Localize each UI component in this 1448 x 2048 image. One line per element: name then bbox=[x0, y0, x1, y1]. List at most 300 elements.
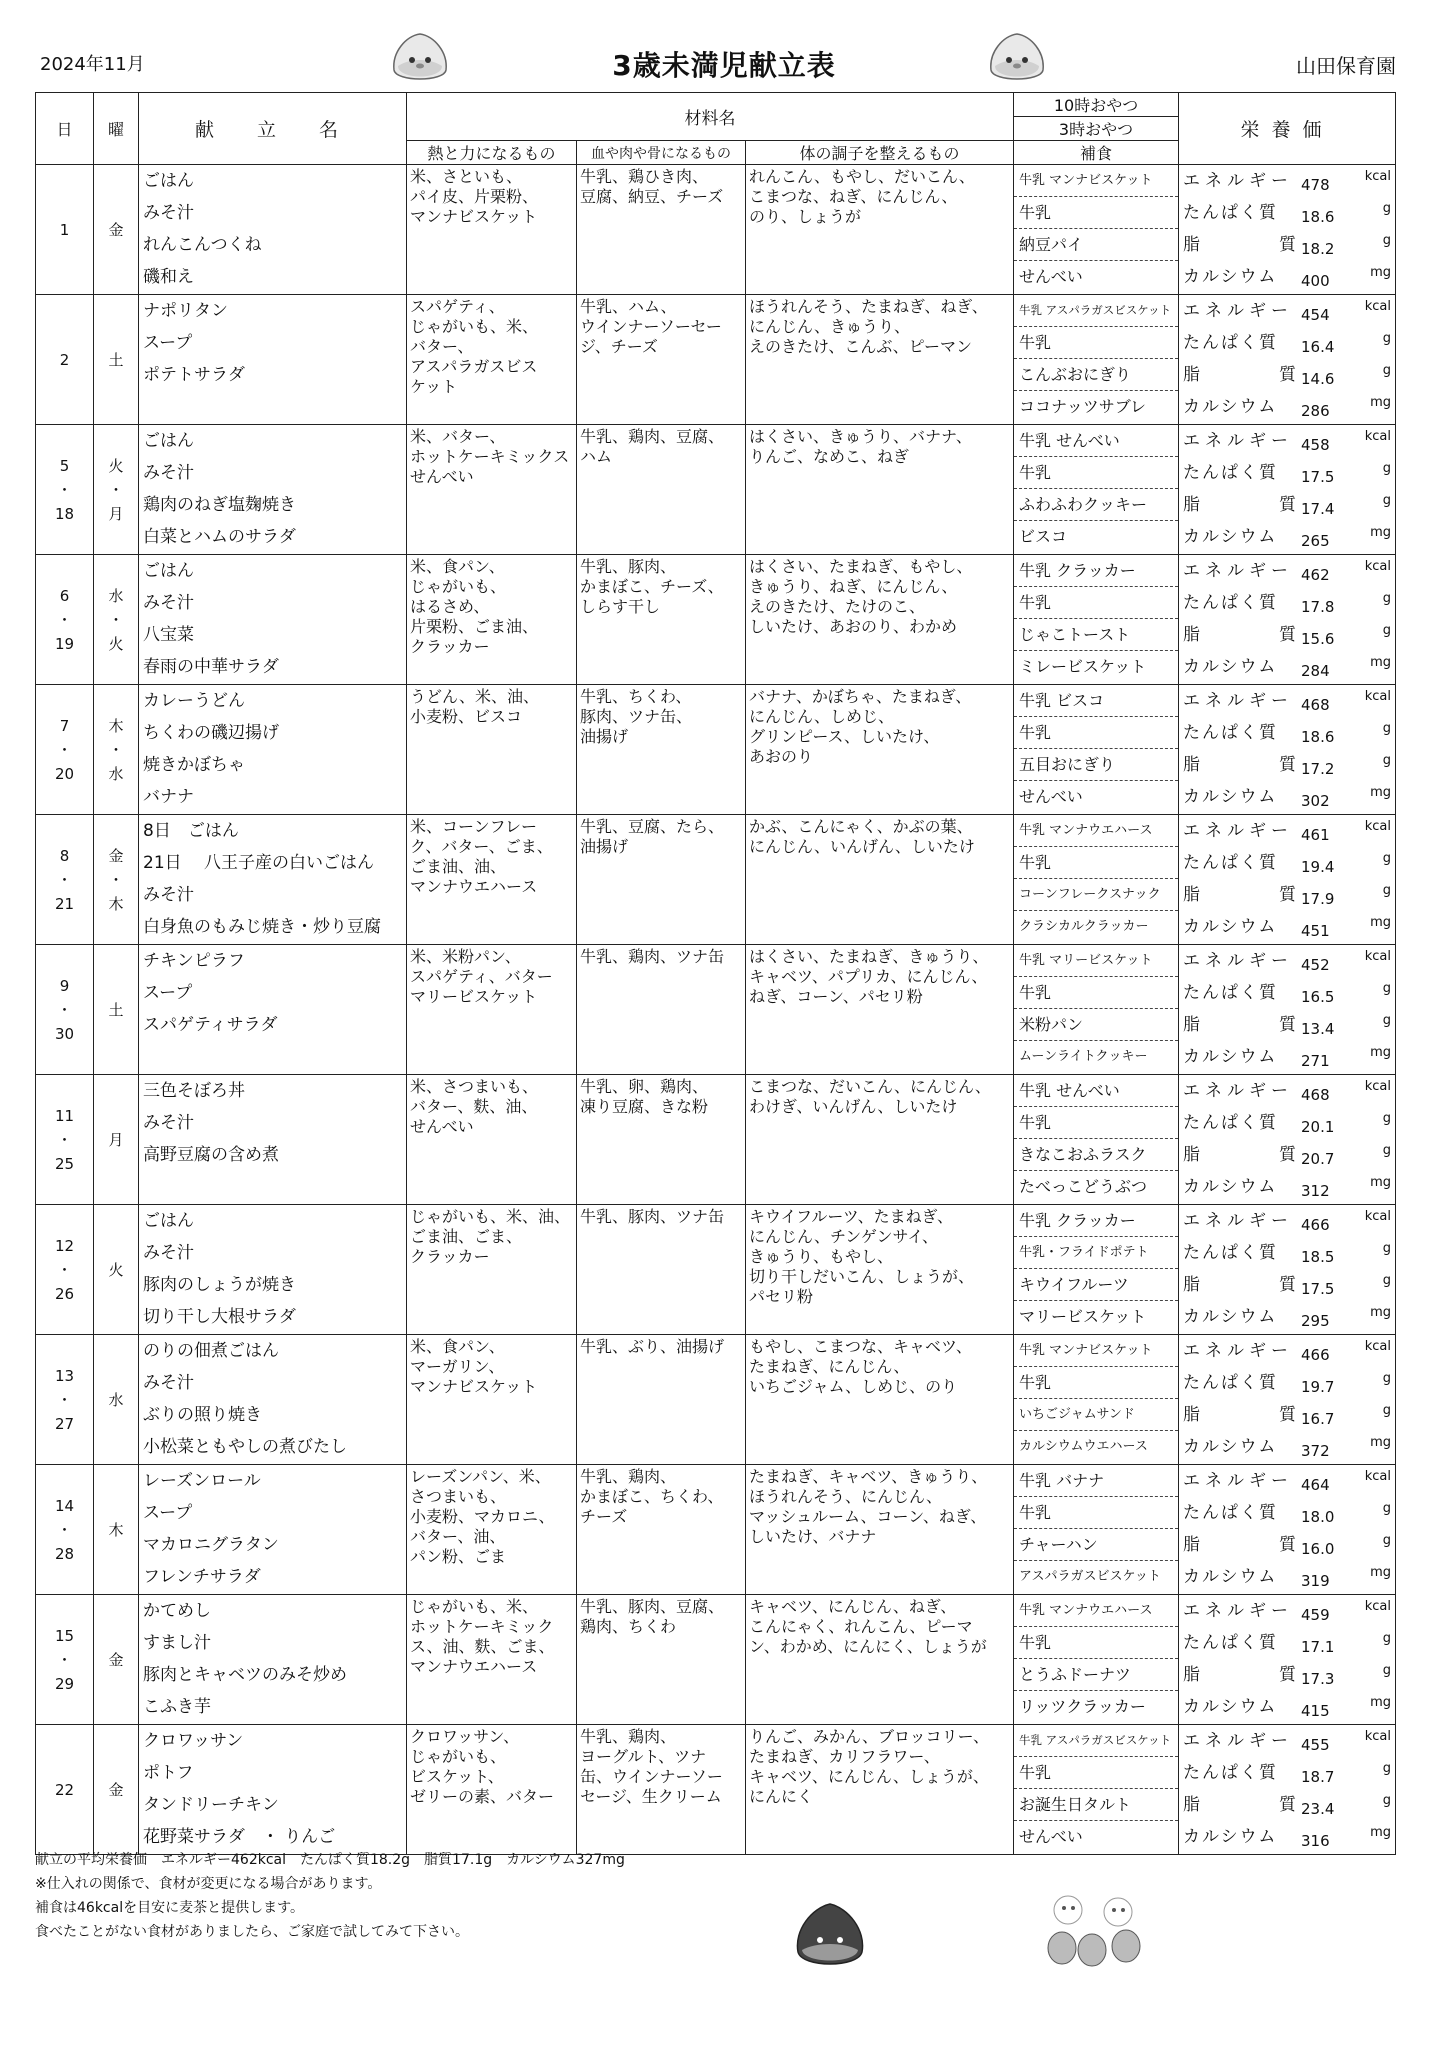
nutrient-unit: g bbox=[1382, 753, 1392, 768]
materials-body-building: 牛乳、豚肉、ツナ缶 bbox=[577, 1205, 746, 1335]
snack-item: 牛乳 bbox=[1014, 327, 1178, 359]
nutrient-label-part: 質 bbox=[1279, 1535, 1297, 1555]
menu-item: すまし汁 bbox=[143, 1633, 211, 1653]
menu-items bbox=[139, 945, 407, 1075]
nutrient-label: エネルギー bbox=[1183, 1731, 1294, 1751]
snack-list bbox=[1014, 1725, 1179, 1855]
nutrient-label: たんぱく質 bbox=[1183, 853, 1279, 873]
nutrition-line bbox=[1179, 879, 1395, 911]
nutrition-line bbox=[1179, 1009, 1395, 1041]
nutrient-value: 17.5 bbox=[1301, 1280, 1335, 1298]
menu-item: 21日 八王子産の白いごはん bbox=[143, 853, 375, 873]
nutrient-unit: kcal bbox=[1364, 1339, 1392, 1354]
snack-list bbox=[1014, 1335, 1179, 1465]
snack-item: 米粉パン bbox=[1014, 1009, 1178, 1041]
snack-item: じゃこトースト bbox=[1014, 619, 1178, 651]
nutrient-label-part: 脂 bbox=[1183, 1145, 1201, 1165]
nutrient-unit: mg bbox=[1370, 1565, 1392, 1580]
header-dow: 曜 bbox=[94, 93, 139, 165]
day-of-week: 月 bbox=[94, 1075, 139, 1205]
nutrient-label bbox=[1183, 749, 1296, 781]
nutrient-unit: kcal bbox=[1364, 949, 1392, 964]
nutrition-line bbox=[1179, 1691, 1395, 1723]
nutrient-label-part: 脂 bbox=[1183, 755, 1201, 775]
snack-list bbox=[1014, 815, 1179, 945]
nutrient-label: カルシウム bbox=[1183, 1307, 1278, 1327]
nutrient-label: たんぱく質 bbox=[1183, 203, 1279, 223]
nutrition-line bbox=[1179, 555, 1395, 587]
nutrient-label: エネルギー bbox=[1183, 951, 1294, 971]
nutrient-unit: mg bbox=[1370, 655, 1392, 670]
snack-list bbox=[1014, 555, 1179, 685]
menu-items bbox=[139, 425, 407, 555]
menu-row bbox=[36, 815, 1396, 945]
snack-item: カルシウムウエハース bbox=[1019, 1439, 1148, 1454]
nutrient-unit: g bbox=[1382, 201, 1392, 216]
nutrient-label-part: 脂 bbox=[1183, 1405, 1201, 1425]
snack-item: キウイフルーツ bbox=[1014, 1269, 1178, 1301]
nutrient-label-part: 質 bbox=[1279, 365, 1297, 385]
nutrient-value: 468 bbox=[1301, 696, 1330, 714]
day-of-week: 土 bbox=[94, 295, 139, 425]
snack-item: せんべい bbox=[1019, 267, 1083, 286]
nutrition-values bbox=[1179, 1465, 1396, 1595]
nutrition-line bbox=[1179, 1789, 1395, 1821]
nutrient-label: エネルギー bbox=[1183, 821, 1294, 841]
nutrition-values bbox=[1179, 1725, 1396, 1855]
menu-items bbox=[139, 1205, 407, 1335]
menu-item: れんこんつくね bbox=[143, 235, 262, 255]
footer-notes bbox=[35, 1848, 625, 1944]
snack-list bbox=[1014, 295, 1179, 425]
menu-item: ポテトサラダ bbox=[143, 365, 245, 385]
snack-item: 牛乳 マンナウエハース bbox=[1014, 815, 1178, 847]
nutrient-label-part: 質 bbox=[1279, 1015, 1297, 1035]
nutrient-value: 17.1 bbox=[1301, 1638, 1335, 1656]
nutrition-line bbox=[1179, 1757, 1395, 1789]
materials-body-building: 牛乳、鶏肉、ツナ缶 bbox=[577, 945, 746, 1075]
nutrient-unit: g bbox=[1382, 1761, 1392, 1776]
menu-row bbox=[36, 1075, 1396, 1205]
menu-row bbox=[36, 945, 1396, 1075]
nutrient-label bbox=[1183, 1659, 1296, 1691]
menu-items bbox=[139, 1335, 407, 1465]
nutrient-value: 16.7 bbox=[1301, 1410, 1335, 1428]
nutrient-unit: mg bbox=[1370, 1695, 1392, 1710]
nutrient-value: 18.5 bbox=[1301, 1248, 1335, 1266]
snack-item: きなこおふラスク bbox=[1014, 1139, 1178, 1171]
day-number: 13 ・ 27 bbox=[36, 1335, 94, 1465]
snack-item: 牛乳 せんべい bbox=[1014, 1075, 1178, 1107]
nutrient-unit: kcal bbox=[1364, 819, 1392, 834]
snack-item: 牛乳 bbox=[1014, 1497, 1178, 1529]
day-of-week: 火 ・ 月 bbox=[94, 425, 139, 555]
nutrient-value: 17.2 bbox=[1301, 760, 1335, 778]
nutrition-line bbox=[1179, 521, 1395, 553]
menu-item: ごはん bbox=[143, 1211, 194, 1231]
nutrient-value: 458 bbox=[1301, 436, 1330, 454]
nutrient-unit: mg bbox=[1370, 1435, 1392, 1450]
snack-item: ビスコ bbox=[1019, 527, 1068, 546]
nutrient-unit: g bbox=[1382, 1631, 1392, 1646]
materials-body-building: 牛乳、鶏肉、豆腐、 ハム bbox=[577, 425, 746, 555]
nutrient-value: 286 bbox=[1301, 402, 1330, 420]
chestnut-character-icon bbox=[790, 1900, 870, 1972]
note-allergy-check: 食べたことがない食材がありましたら、ご家庭で試してみて下さい。 bbox=[35, 1924, 469, 1940]
day-of-week: 木 bbox=[94, 1465, 139, 1595]
nutrition-line bbox=[1179, 1821, 1395, 1853]
page-title: 3歳未満児献立表 bbox=[612, 49, 836, 82]
menu-item: みそ汁 bbox=[143, 1373, 194, 1393]
day-number: 15 ・ 29 bbox=[36, 1595, 94, 1725]
menu-item: クロワッサン bbox=[143, 1731, 244, 1751]
nutrient-unit: mg bbox=[1370, 395, 1392, 410]
snack-item: 牛乳 ビスコ bbox=[1014, 685, 1178, 717]
nutrition-line bbox=[1179, 847, 1395, 879]
snack-item: 牛乳 マリービスケット bbox=[1014, 945, 1178, 977]
nutrient-value: 19.4 bbox=[1301, 858, 1335, 876]
nutrient-value: 18.6 bbox=[1301, 208, 1335, 226]
snack-item: 牛乳 bbox=[1014, 1107, 1178, 1139]
nutrient-unit: g bbox=[1382, 461, 1392, 476]
day-of-week: 土 bbox=[94, 945, 139, 1075]
nutrient-label-part: 質 bbox=[1279, 235, 1297, 255]
snack-item: お誕生日タルト bbox=[1014, 1789, 1178, 1821]
menu-items bbox=[139, 1595, 407, 1725]
nutrient-unit: g bbox=[1382, 721, 1392, 736]
menu-row bbox=[36, 1595, 1396, 1725]
nutrient-label: たんぱく質 bbox=[1183, 1373, 1279, 1393]
menu-row bbox=[36, 1205, 1396, 1335]
nutrient-value: 13.4 bbox=[1301, 1020, 1335, 1038]
menu-row bbox=[36, 1465, 1396, 1595]
nutrition-line bbox=[1179, 1269, 1395, 1301]
day-of-week: 金 bbox=[94, 165, 139, 295]
materials-energy: 米、さといも、 パイ皮、片栗粉、 マンナビスケット bbox=[407, 165, 577, 295]
snack-item: 牛乳 bbox=[1014, 717, 1178, 749]
day-number: 6 ・ 19 bbox=[36, 555, 94, 685]
header-mat-yellow: 血や肉や骨になるもの bbox=[577, 141, 746, 165]
nutrient-value: 459 bbox=[1301, 1606, 1330, 1624]
nutrient-label-part: 質 bbox=[1279, 1405, 1297, 1425]
snack-list bbox=[1014, 425, 1179, 555]
nutrient-value: 18.7 bbox=[1301, 1768, 1335, 1786]
menu-items bbox=[139, 295, 407, 425]
nutrition-values bbox=[1179, 1205, 1396, 1335]
nutrient-value: 415 bbox=[1301, 1702, 1330, 1720]
menu-item: スパゲティサラダ bbox=[143, 1015, 278, 1035]
nutrient-label bbox=[1183, 1399, 1296, 1431]
nutrient-label: エネルギー bbox=[1183, 1601, 1294, 1621]
menu-row bbox=[36, 1335, 1396, 1465]
snack-list bbox=[1014, 685, 1179, 815]
nutrition-line bbox=[1179, 685, 1395, 717]
nutrient-unit: g bbox=[1382, 623, 1392, 638]
nutrient-value: 17.4 bbox=[1301, 500, 1335, 518]
nutrient-label-part: 質 bbox=[1279, 885, 1297, 905]
nutrient-value: 17.5 bbox=[1301, 468, 1335, 486]
materials-conditioning: はくさい、たまねぎ、もやし、 きゅうり、ねぎ、にんじん、 えのきたけ、たけのこ、 しいたけ、あおのり、わかめ bbox=[746, 555, 1014, 685]
menu-item: こふき芋 bbox=[143, 1697, 211, 1717]
menu-item: みそ汁 bbox=[143, 885, 194, 905]
nutrient-unit: g bbox=[1382, 1663, 1392, 1678]
menu-item: 三色そぼろ丼 bbox=[143, 1081, 245, 1101]
nutrition-line bbox=[1179, 261, 1395, 293]
menu-item: みそ汁 bbox=[143, 463, 194, 483]
snack-item: チャーハン bbox=[1014, 1529, 1178, 1561]
day-number: 1 bbox=[36, 165, 94, 295]
menu-item: レーズンロール bbox=[143, 1471, 261, 1491]
nutrient-label: たんぱく質 bbox=[1183, 463, 1279, 483]
nutrient-label: カルシウム bbox=[1183, 787, 1278, 807]
materials-energy: レーズンパン、米、 さつまいも、 小麦粉、マカロニ、 バター、油、 パン粉、ごま bbox=[407, 1465, 577, 1595]
menu-items bbox=[139, 1075, 407, 1205]
nutrition-line bbox=[1179, 1367, 1395, 1399]
materials-body-building: 牛乳、ぶり、油揚げ bbox=[577, 1335, 746, 1465]
materials-conditioning: ほうれんそう、たまねぎ、ねぎ、 にんじん、きゅうり、 えのきたけ、こんぶ、ピーマン bbox=[746, 295, 1014, 425]
nutrient-label: たんぱく質 bbox=[1183, 1633, 1279, 1653]
nutrient-label: エネルギー bbox=[1183, 1081, 1294, 1101]
materials-energy: じゃがいも、米、油、 ごま油、ごま、 クラッカー bbox=[407, 1205, 577, 1335]
nutrient-label: たんぱく質 bbox=[1183, 1503, 1279, 1523]
nutrition-line bbox=[1179, 1465, 1395, 1497]
header-snack3: 3時おやつ bbox=[1014, 117, 1179, 141]
nutrient-label bbox=[1183, 619, 1296, 651]
menu-items bbox=[139, 685, 407, 815]
nutrient-unit: g bbox=[1382, 1403, 1392, 1418]
menu-items bbox=[139, 165, 407, 295]
snack-item: とうふドーナツ bbox=[1014, 1659, 1178, 1691]
nutrient-unit: g bbox=[1382, 1793, 1392, 1808]
nutrition-line bbox=[1179, 619, 1395, 651]
menu-items bbox=[139, 1725, 407, 1855]
snack-item: 牛乳 アスパラガスビスケット bbox=[1014, 1725, 1178, 1757]
snack-item: 牛乳 アスパラガスビスケット bbox=[1014, 295, 1178, 327]
materials-conditioning: たまねぎ、キャベツ、きゅうり、 ほうれんそう、にんじん、 マッシュルーム、コーン、ねぎ、 しいたけ、バナナ bbox=[746, 1465, 1014, 1595]
nutrition-line bbox=[1179, 1659, 1395, 1691]
nutrient-unit: kcal bbox=[1364, 1729, 1392, 1744]
nutrient-label: エネルギー bbox=[1183, 561, 1294, 581]
nutrient-value: 284 bbox=[1301, 662, 1330, 680]
snack-item: 牛乳 バナナ bbox=[1014, 1465, 1178, 1497]
menu-item: ごはん bbox=[143, 561, 194, 581]
nutrient-label bbox=[1183, 1789, 1296, 1821]
header-mat-red: 熱と力になるもの bbox=[407, 141, 577, 165]
nutrient-value: 400 bbox=[1301, 272, 1330, 290]
snack-item: リッツクラッカー bbox=[1019, 1697, 1146, 1716]
snack-item: 牛乳 マンナビスケット bbox=[1014, 165, 1178, 197]
nutrition-line bbox=[1179, 1171, 1395, 1203]
nutrient-unit: g bbox=[1382, 1013, 1392, 1028]
nutrition-line bbox=[1179, 749, 1395, 781]
snack-item: 牛乳 bbox=[1014, 1627, 1178, 1659]
menu-item: 白菜とハムのサラダ bbox=[143, 527, 296, 547]
menu-item: カレーうどん bbox=[143, 691, 245, 711]
menu-item: フレンチサラダ bbox=[143, 1567, 261, 1587]
snack-item: 牛乳 マンナウエハース bbox=[1014, 1595, 1178, 1627]
snack-item: 牛乳 bbox=[1014, 1757, 1178, 1789]
nutrient-label bbox=[1183, 1269, 1296, 1301]
nutrient-label bbox=[1183, 359, 1296, 391]
nutrient-label-part: 脂 bbox=[1183, 625, 1201, 645]
snack-item: 牛乳 せんべい bbox=[1014, 425, 1178, 457]
nutrient-label-part: 質 bbox=[1279, 625, 1297, 645]
header-mat-green: 体の調子を整えるもの bbox=[746, 141, 1014, 165]
nutrient-label: たんぱく質 bbox=[1183, 983, 1279, 1003]
materials-body-building: 牛乳、ちくわ、 豚肉、ツナ缶、 油揚げ bbox=[577, 685, 746, 815]
materials-conditioning: れんこん、もやし、だいこん、 こまつな、ねぎ、にんじん、 のり、しょうが bbox=[746, 165, 1014, 295]
nutrient-unit: mg bbox=[1370, 1175, 1392, 1190]
snack-list bbox=[1014, 1205, 1179, 1335]
nutrient-value: 16.0 bbox=[1301, 1540, 1335, 1558]
nutrition-line bbox=[1179, 1725, 1395, 1757]
materials-energy: 米、さつまいも、 バター、麩、油、 せんべい bbox=[407, 1075, 577, 1205]
nutrient-label: カルシウム bbox=[1183, 917, 1278, 937]
nutrient-label-part: 脂 bbox=[1183, 1795, 1201, 1815]
nutrition-line bbox=[1179, 1139, 1395, 1171]
nutrition-values bbox=[1179, 1595, 1396, 1725]
materials-energy: クロワッサン、 じゃがいも、 ビスケット、 ゼリーの素、バター bbox=[407, 1725, 577, 1855]
snack-item: 牛乳 クラッカー bbox=[1014, 1205, 1178, 1237]
materials-conditioning: りんご、みかん、ブロッコリー、 たまねぎ、カリフラワー、 キャベツ、にんじん、しょうが、 にんにく bbox=[746, 1725, 1014, 1855]
nutrient-unit: kcal bbox=[1364, 1469, 1392, 1484]
menu-item: ごはん bbox=[143, 171, 194, 191]
menu-item: 豚肉のしょうが焼き bbox=[143, 1275, 296, 1295]
nutrient-value: 295 bbox=[1301, 1312, 1330, 1330]
nutrient-label: エネルギー bbox=[1183, 171, 1294, 191]
nutrition-line bbox=[1179, 489, 1395, 521]
snack-item: ムーンライトクッキー bbox=[1019, 1049, 1148, 1064]
menu-row bbox=[36, 295, 1396, 425]
materials-conditioning: キウイフルーツ、たまねぎ、 にんじん、チンゲンサイ、 きゅうり、もやし、 切り干しだいこん、しょうが、 パセリ粉 bbox=[746, 1205, 1014, 1335]
nutrient-value: 454 bbox=[1301, 306, 1330, 324]
nutrient-value: 265 bbox=[1301, 532, 1330, 550]
nutrient-unit: kcal bbox=[1364, 559, 1392, 574]
nutrient-label: カルシウム bbox=[1183, 657, 1278, 677]
month-label: 2024年11月 bbox=[40, 54, 145, 75]
nutrient-value: 451 bbox=[1301, 922, 1330, 940]
nutrition-line bbox=[1179, 945, 1395, 977]
nutrient-value: 302 bbox=[1301, 792, 1330, 810]
snack-item: コーンフレークスナック bbox=[1014, 879, 1178, 911]
snack-list bbox=[1014, 165, 1179, 295]
menu-items bbox=[139, 815, 407, 945]
nutrient-value: 468 bbox=[1301, 1086, 1330, 1104]
nutrient-value: 316 bbox=[1301, 1832, 1330, 1850]
nutrition-line bbox=[1179, 1529, 1395, 1561]
day-number: 12 ・ 26 bbox=[36, 1205, 94, 1335]
nutrition-values bbox=[1179, 165, 1396, 295]
day-number: 2 bbox=[36, 295, 94, 425]
nutrition-values bbox=[1179, 295, 1396, 425]
nutrition-line bbox=[1179, 425, 1395, 457]
materials-conditioning: バナナ、かぼちゃ、たまねぎ、 にんじん、しめじ、 グリンピース、しいたけ、 あおのり bbox=[746, 685, 1014, 815]
nursery-name: 山田保育園 bbox=[1296, 54, 1396, 78]
nutrient-unit: g bbox=[1382, 1371, 1392, 1386]
snack-list bbox=[1014, 1595, 1179, 1725]
nutrient-unit: kcal bbox=[1364, 169, 1392, 184]
menu-item: みそ汁 bbox=[143, 203, 194, 223]
nutrient-unit: g bbox=[1382, 1111, 1392, 1126]
nutrient-unit: g bbox=[1382, 883, 1392, 898]
menu-item: のりの佃煮ごはん bbox=[143, 1341, 279, 1361]
nutrition-line bbox=[1179, 651, 1395, 683]
nutrient-unit: mg bbox=[1370, 785, 1392, 800]
nutrient-value: 20.1 bbox=[1301, 1118, 1335, 1136]
nutrient-value: 18.0 bbox=[1301, 1508, 1335, 1526]
materials-energy: 米、コーンフレー ク、バター、ごま、 ごま油、油、 マンナウエハース bbox=[407, 815, 577, 945]
nutrition-line bbox=[1179, 165, 1395, 197]
menu-row bbox=[36, 555, 1396, 685]
nutrition-line bbox=[1179, 1627, 1395, 1659]
nutrient-label-part: 脂 bbox=[1183, 1535, 1201, 1555]
nutrient-label: たんぱく質 bbox=[1183, 333, 1279, 353]
day-of-week: 金 bbox=[94, 1725, 139, 1855]
header-menu: 献 立 名 bbox=[139, 93, 407, 165]
nutrition-line bbox=[1179, 359, 1395, 391]
snack-item: せんべい bbox=[1019, 787, 1083, 806]
materials-body-building: 牛乳、豚肉、豆腐、 鶏肉、ちくわ bbox=[577, 1595, 746, 1725]
nutrient-value: 452 bbox=[1301, 956, 1330, 974]
nutrition-line bbox=[1179, 1595, 1395, 1627]
nutrition-line bbox=[1179, 1107, 1395, 1139]
nutrient-value: 18.6 bbox=[1301, 728, 1335, 746]
snack-item: アスパラガスビスケット bbox=[1019, 1569, 1161, 1584]
nutrient-label bbox=[1183, 229, 1296, 261]
header-snack10: 10時おやつ bbox=[1014, 93, 1179, 117]
nutrient-label: エネルギー bbox=[1183, 301, 1294, 321]
menu-item: 高野豆腐の含め煮 bbox=[143, 1145, 279, 1165]
nutrient-label-part: 質 bbox=[1279, 755, 1297, 775]
day-of-week: 金 ・ 木 bbox=[94, 815, 139, 945]
nutrition-line bbox=[1179, 1075, 1395, 1107]
snack-item: 牛乳 bbox=[1014, 1367, 1178, 1399]
snack-list bbox=[1014, 945, 1179, 1075]
nutrition-line bbox=[1179, 327, 1395, 359]
menu-table-body bbox=[36, 165, 1396, 1855]
nutrient-value: 312 bbox=[1301, 1182, 1330, 1200]
materials-conditioning: かぶ、こんにゃく、かぶの葉、 にんじん、いんげん、しいたけ bbox=[746, 815, 1014, 945]
nutrient-unit: kcal bbox=[1364, 299, 1392, 314]
nutrient-unit: mg bbox=[1370, 525, 1392, 540]
day-number: 5 ・ 18 bbox=[36, 425, 94, 555]
materials-energy: 米、食パン、 じゃがいも、 はるさめ、 片栗粉、ごま油、 クラッカー bbox=[407, 555, 577, 685]
menu-item: 豚肉とキャベツのみそ炒め bbox=[143, 1665, 347, 1685]
note-average-nutrition: 献立の平均栄養価 エネルギー462kcal たんぱく質18.2g 脂質17.1g カルシウム327mg bbox=[35, 1852, 625, 1868]
materials-body-building: 牛乳、鶏ひき肉、 豆腐、納豆、チーズ bbox=[577, 165, 746, 295]
nutrient-value: 461 bbox=[1301, 826, 1330, 844]
menu-item: タンドリーチキン bbox=[143, 1795, 279, 1815]
day-of-week: 水 ・ 火 bbox=[94, 555, 139, 685]
materials-body-building: 牛乳、鶏肉、 ヨーグルト、ツナ 缶、ウインナーソー セージ、生クリーム bbox=[577, 1725, 746, 1855]
menu-item: 花野菜サラダ ・ りんご bbox=[143, 1827, 336, 1847]
nutrient-label: カルシウム bbox=[1183, 1567, 1278, 1587]
menu-item: 八宝菜 bbox=[143, 625, 194, 645]
nutrient-label bbox=[1183, 489, 1296, 521]
nutrient-value: 18.2 bbox=[1301, 240, 1335, 258]
nutrient-value: 466 bbox=[1301, 1216, 1330, 1234]
nutrient-value: 466 bbox=[1301, 1346, 1330, 1364]
nutrient-unit: mg bbox=[1370, 1045, 1392, 1060]
nutrition-line bbox=[1179, 1561, 1395, 1593]
page-header bbox=[0, 0, 1448, 100]
nutrient-label-part: 脂 bbox=[1183, 1275, 1201, 1295]
nutrition-line bbox=[1179, 391, 1395, 423]
day-number: 9 ・ 30 bbox=[36, 945, 94, 1075]
nutrient-value: 478 bbox=[1301, 176, 1330, 194]
materials-conditioning: もやし、こまつな、キャベツ、 たまねぎ、にんじん、 いちごジャム、しめじ、のり bbox=[746, 1335, 1014, 1465]
menu-item: みそ汁 bbox=[143, 1243, 194, 1263]
